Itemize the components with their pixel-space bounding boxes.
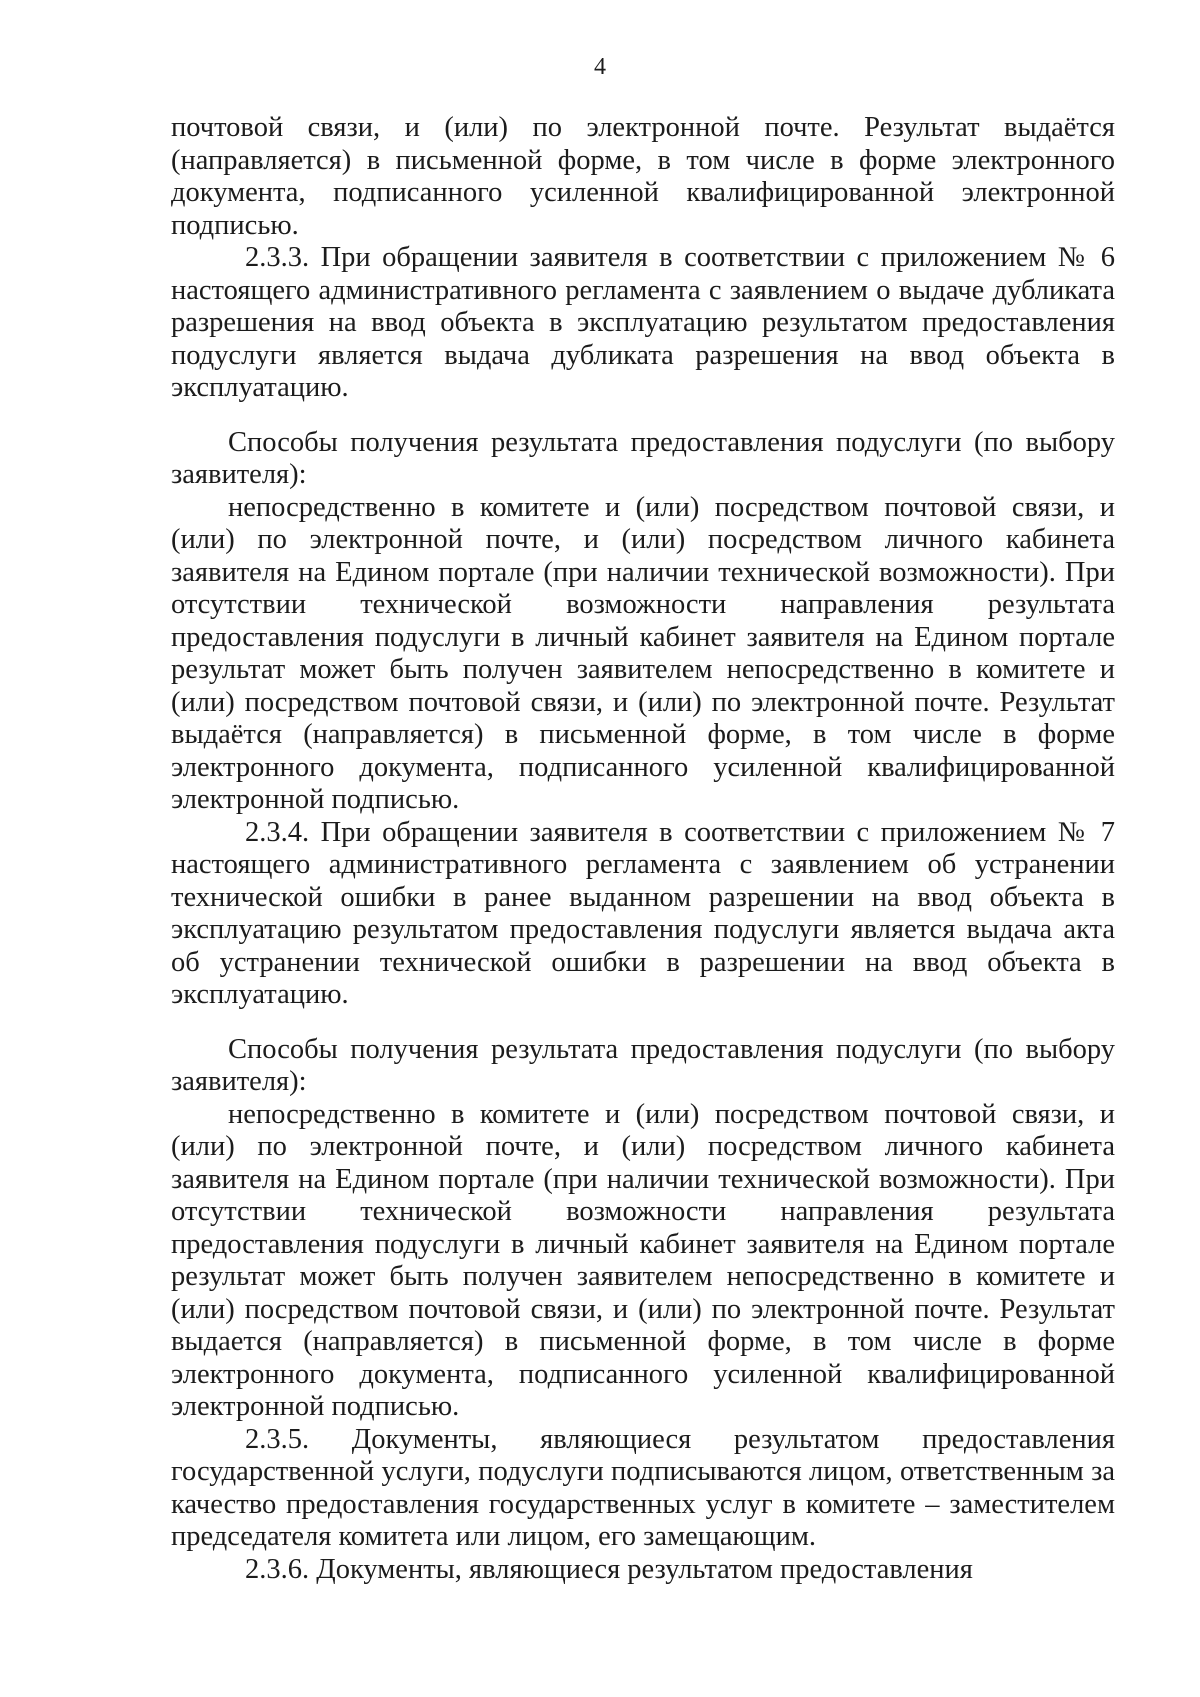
paragraph-2-3-6: 2.3.6. Документы, являющиеся результатом предоставления: [245, 1553, 973, 1585]
page-number: 4: [594, 54, 606, 80]
document-body: [171, 112, 1115, 1586]
paragraph-2-3-3: 2.3.3. При обращении заявителя в соответствии с приложением № 6 настоящего административного регламента с заявлением о выдаче дубликата разрешения на ввод объекта в эксплуатацию результатом предоставления подуслуги является выдача дубликата разрешения на ввод объекта в эксплуатацию.: [171, 242, 1115, 403]
paragraph-methods-heading: Способы получения результата предоставления подуслуги (по выбору заявителя):: [171, 1033, 1115, 1097]
paragraph-methods-heading: Способы получения результата предоставления подуслуги (по выбору заявителя):: [171, 426, 1115, 490]
paragraph-2-3-4: 2.3.4. При обращении заявителя в соответствии с приложением № 7 настоящего административного регламента с заявлением об устранении технической ошибки в ранее выданном разрешении на ввод объекта в эксплуатацию результатом предоставления подуслуги является выдача акта об устранении технической ошибки в разрешении на ввод объекта в эксплуатацию.: [171, 816, 1115, 1010]
paragraph-continuation: почтовой связи, и (или) по электронной почте. Результат выдаётся (направляется) в письменной форме, в том числе в форме электронного документа, подписанного усиленной квалифицированной электронной подписью.: [171, 112, 1115, 241]
paragraph-2-3-5: 2.3.5. Документы, являющиеся результатом предоставления государственной услуги, подуслуги подписываются лицом, ответственным за качество предоставления государственных услуг в комитете – заместителем председателя комитета или лицом, его замещающим.: [171, 1423, 1115, 1552]
paragraph-methods-text: непосредственно в комитете и (или) посредством почтовой связи, и (или) по электронной почте, и (или) посредством личного кабинета заявителя на Едином портале (при наличии технической возможности). При отсутствии технической возможности направления результата предоставления подуслуги в личный кабинет заявителя на Едином портале результат может быть получен заявителем непосредственно в комитете и (или) посредством почтовой связи, и (или) по электронной почте. Результат выдается (направляется) в письменной форме, в том числе в форме электронного документа, подписанного усиленной квалифицированной электронной подписью.: [171, 1098, 1115, 1422]
paragraph-methods-text: непосредственно в комитете и (или) посредством почтовой связи, и (или) по электронной почте, и (или) посредством личного кабинета заявителя на Едином портале (при наличии технической возможности). При отсутствии технической возможности направления результата предоставления подуслуги в личный кабинет заявителя на Едином портале результат может быть получен заявителем непосредственно в комитете и (или) посредством почтовой связи, и (или) по электронной почте. Результат выдаётся (направляется) в письменной форме, в том числе в форме электронного документа, подписанного усиленной квалифицированной электронной подписью.: [171, 491, 1115, 815]
